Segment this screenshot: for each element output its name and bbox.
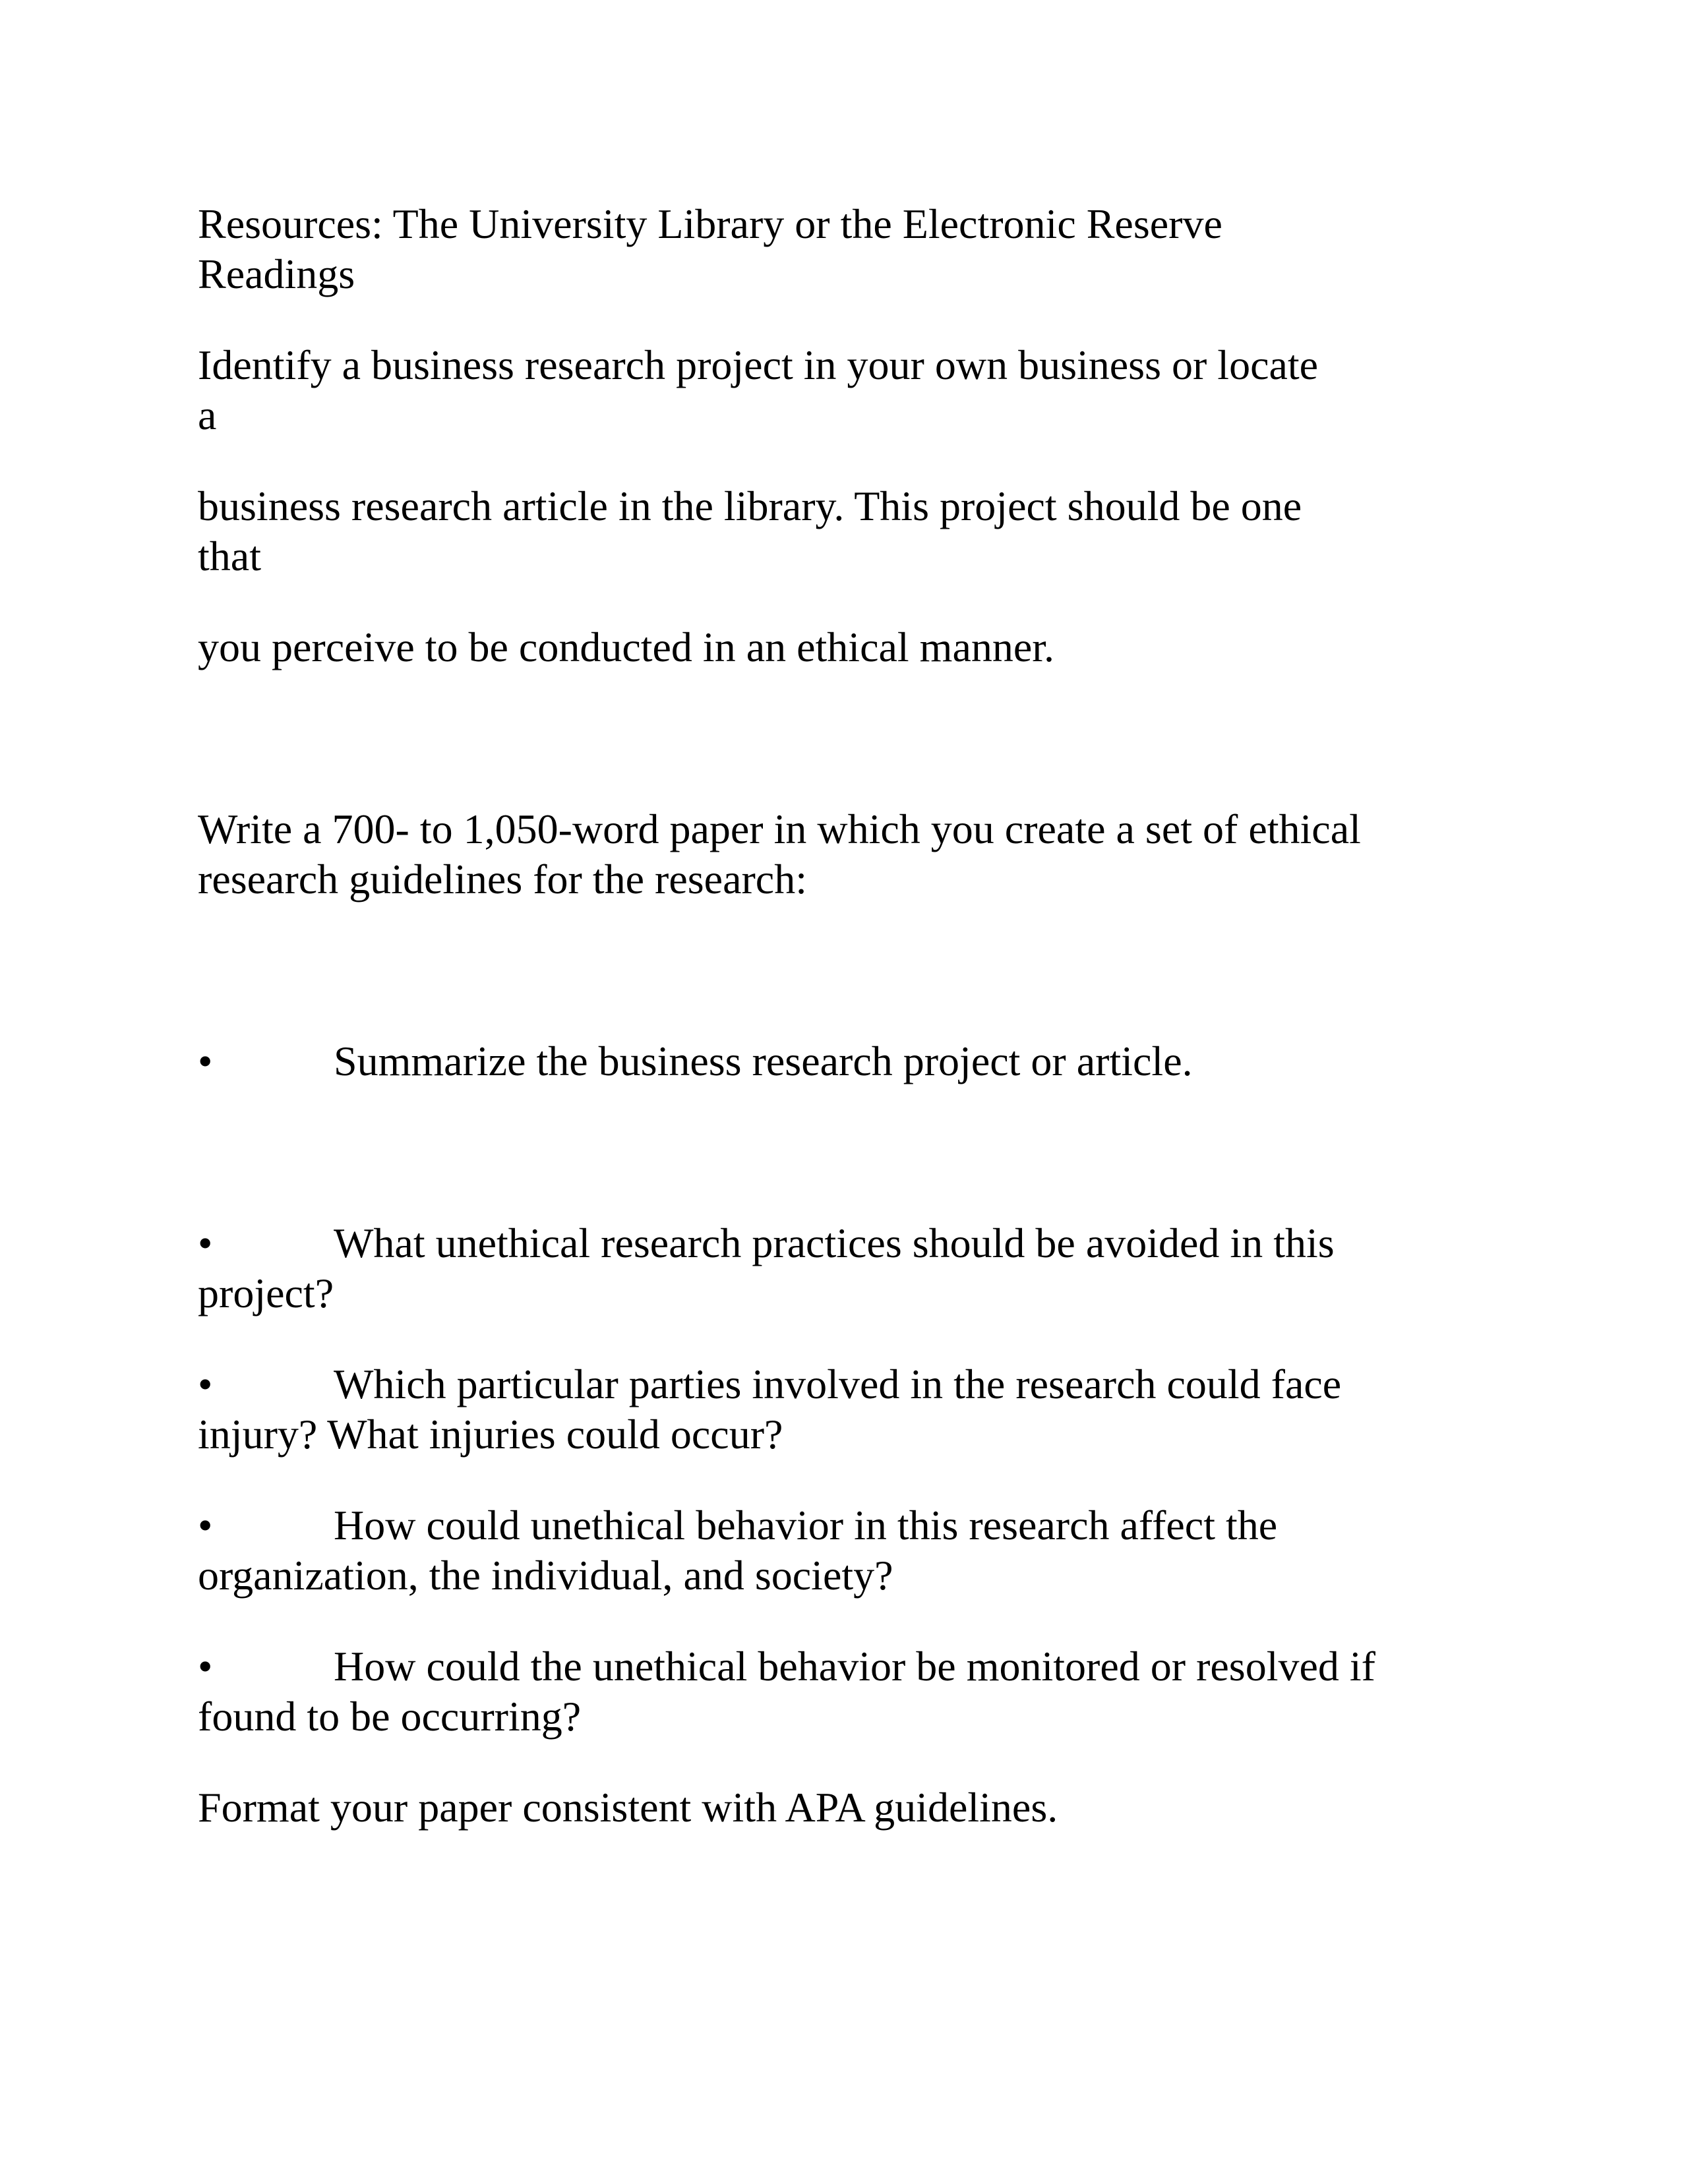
bullet-text-continuation: project? [198, 1270, 334, 1316]
bullet-icon: • [198, 1220, 213, 1266]
bullet-item [198, 1359, 1451, 1460]
document-body [198, 199, 1451, 1833]
bullet-text: What unethical research practices should be avoided in this [334, 1220, 1335, 1266]
identify-line-2: a [198, 392, 217, 438]
resources-line-2: Readings [198, 251, 355, 297]
identify-line-1: Identify a business research project in your own business or locate [198, 341, 1319, 388]
format-paragraph [198, 1783, 1451, 1833]
resources-paragraph [198, 199, 1451, 299]
identify-cont-line-1: business research article in the library. This project should be one [198, 483, 1302, 529]
bullet-text-continuation: injury? What injuries could occur? [198, 1411, 783, 1458]
bullet-text: Which particular parties involved in the research could face [334, 1361, 1342, 1407]
bullet-item [198, 1036, 1451, 1086]
bullet-icon: • [198, 1643, 213, 1690]
bullet-text-continuation: found to be occurring? [198, 1693, 582, 1740]
identify-paragraph [198, 340, 1451, 440]
bullet-item [198, 1641, 1451, 1742]
write-line-2: research guidelines for the research: [198, 856, 807, 902]
resources-line-1: Resources: The University Library or the Electronic Reserve [198, 200, 1222, 247]
identify-continuation-paragraph [198, 481, 1451, 581]
bullet-icon: • [198, 1502, 213, 1549]
write-line-1: Write a 700- to 1,050-word paper in which you create a set of ethical [198, 806, 1361, 852]
bullet-item [198, 1500, 1451, 1601]
bullet-item [198, 1218, 1451, 1318]
bullet-icon: • [198, 1361, 213, 1407]
format-line: Format your paper consistent with APA guidelines. [198, 1784, 1058, 1831]
identify-end-line: you perceive to be conducted in an ethical manner. [198, 624, 1055, 670]
bullet-text: Summarize the business research project or article. [334, 1038, 1193, 1084]
bullet-text: How could unethical behavior in this research affect the [334, 1502, 1278, 1549]
write-instructions-paragraph [198, 804, 1451, 904]
bullet-icon: • [198, 1038, 213, 1084]
bullet-text: How could the unethical behavior be monitored or resolved if [334, 1643, 1375, 1690]
identify-cont-line-2: that [198, 533, 261, 579]
bullet-text-continuation: organization, the individual, and society? [198, 1552, 893, 1599]
identify-end-paragraph [198, 622, 1451, 672]
